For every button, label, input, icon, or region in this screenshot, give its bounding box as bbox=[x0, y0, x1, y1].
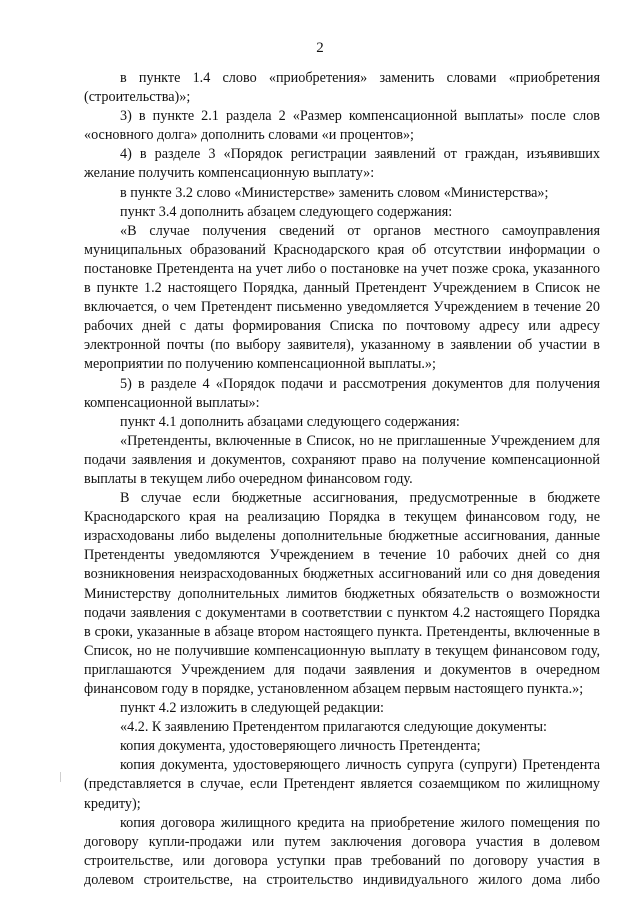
paragraph-11: пункт 4.2 изложить в следующей редакции: bbox=[120, 700, 384, 717]
paragraph-9: «Претенденты, включенные в Список, но не приглашенные Учреждением для подачи заявления и документов, сохраняют право на получение компенсационной выплаты в текущем либо очередном финансовом году. bbox=[84, 432, 600, 487]
paragraph-10: В случае если бюджетные ассигнования, предусмотренные в бюджете Краснодарского края на реализацию Порядка в текущем финансовом году, не израсходованы либо выделены дополнительные бюджетные ассигнования, данные Претенденты уведомляются Учреждением в течение 10 рабочих дней со дня возникновения неизрасходованных бюджетных ассигнований или со дня доведения Министерству дополнительных лимитов бюджетных обязательств о возможности подачи заявления с документами в соответствии с пунктом 4.2 настоящего Порядка в сроки, указанные в абзаце втором настоящего пункта. Претенденты, включенные в Список, но не получившие компенсационную выплату в текущем финансовом году, приглашаются Учреждением для подачи заявления и документов в очередном финансовом году в порядке, установленном абзацем первым настоящего пункта.»; bbox=[84, 490, 600, 697]
paragraph-5: пункт 3.4 дополнить абзацем следующего содержания: bbox=[120, 203, 453, 220]
paragraph-13: копия документа, удостоверяющего личность Претендента; bbox=[120, 738, 481, 755]
page-number: 2 bbox=[316, 40, 324, 56]
paragraph-1: в пункте 1.4 слово «приобретения» заменить словами «приобретения (строительства)»; bbox=[84, 70, 600, 106]
paragraph-2: 3) в пункте 2.1 раздела 2 «Размер компенсационной выплаты» после слов «основного долга» дополнить словами «и процентов»; bbox=[84, 108, 600, 144]
paragraph-15: копия договора жилищного кредита на приобретение жилого помещения по договору купли-продажи или путем заключения договора участия в долевом строительстве, или договора уступки прав требований по договору участия в долевом строительстве, на строительство индивидуального жилого дома либо bbox=[84, 814, 600, 888]
paragraph-3: 4) в разделе 3 «Порядок регистрации заявлений от граждан, изъявивших желание получить компенсационную выплату»: bbox=[84, 146, 600, 182]
paragraph-12: «4.2. К заявлению Претендентом прилагаются следующие документы: bbox=[120, 719, 547, 736]
margin-mark bbox=[60, 772, 64, 782]
paragraph-7: 5) в разделе 4 «Порядок подачи и рассмотрения документов для получения компенсационной выплаты»: bbox=[84, 375, 600, 411]
document-body bbox=[84, 69, 600, 890]
paragraph-14: копия документа, удостоверяющего личность супруга (супруги) Претендента (представляется в случае, если Претендент является созаемщиком по жилищному кредиту); bbox=[84, 757, 600, 812]
paragraph-8: пункт 4.1 дополнить абзацами следующего содержания: bbox=[120, 413, 460, 430]
paragraph-4: в пункте 3.2 слово «Министерстве» заменить словом «Министерства»; bbox=[120, 184, 549, 201]
paragraph-6: «В случае получения сведений от органов местного самоуправления муниципальных образований Краснодарского края об отсутствии информации о постановке Претендента на учет либо о постановке на учет позже срока, указанного в пункте 1.2 настоящего Порядка, данный Претендент Учреждением в Список не включается, о чем Претендент письменно уведомляется Учреждением в течение 20 рабочих дней с даты формирования Списка по почтовому адресу или адресу электронной почты (по выбору заявителя), указанному в заявлении об участии в мероприятии по получению компенсационной выплаты.»; bbox=[84, 222, 600, 373]
